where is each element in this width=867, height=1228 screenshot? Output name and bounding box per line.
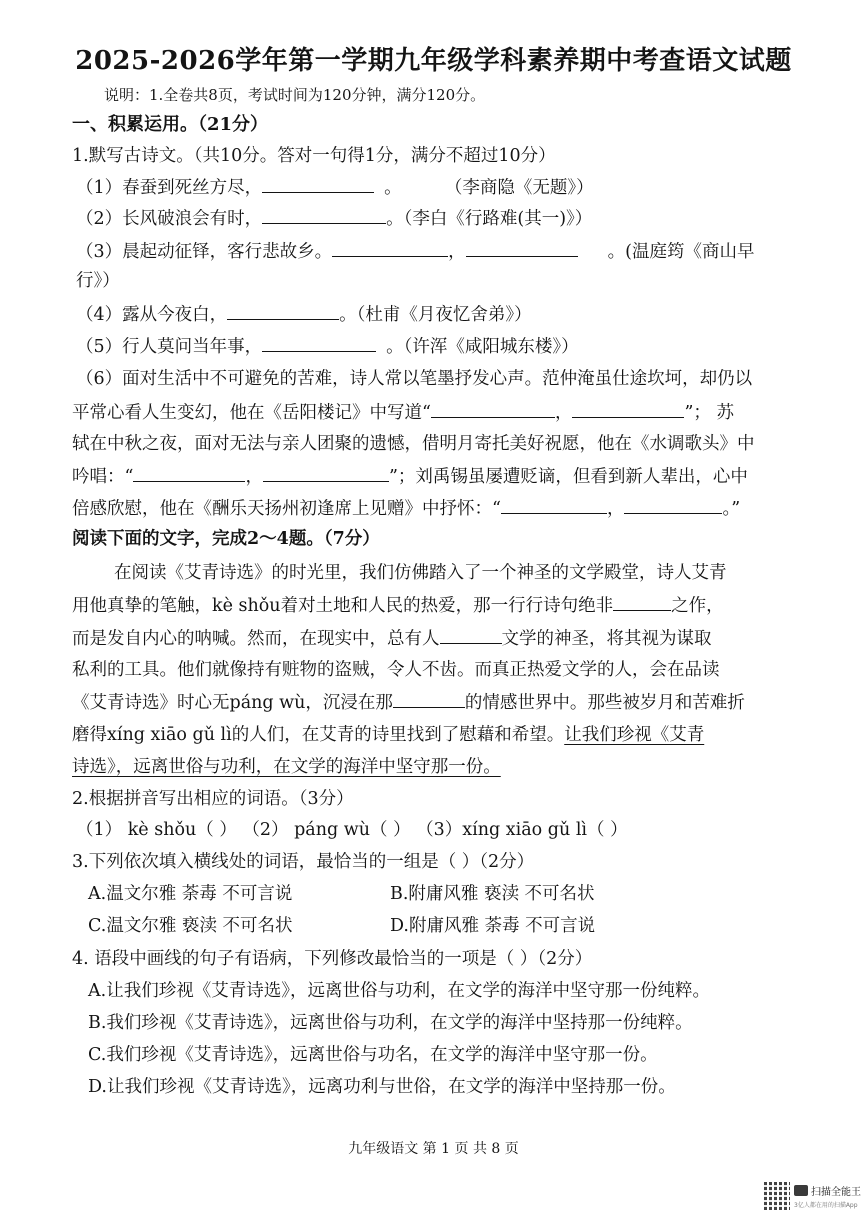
q1-item-6-line3: 轼在中秋之夜，面对无法与亲人团聚的遗憾，借明月寄托美好祝愿，他在《水调歌头》中 [72, 434, 755, 454]
passage-line-4: 私利的工具。他们就像持有赃物的盗贼，令人不齿。而真正热爱文学的人，会在品读 [72, 660, 720, 680]
passage-line-7-underlined: 诗选》，远离世俗与功利，在文学的海洋中坚守那一份。 [72, 757, 501, 777]
underlined-sentence: 让我们珍视《艾青 [564, 725, 705, 745]
q1-item-5: （5）行人莫问当年事， 。（许浑《咸阳城东楼》） [76, 337, 579, 357]
q1-item-3-cont: 行》） [76, 271, 120, 291]
q4-option-c: C.我们珍视《艾青诗选》，远离世俗与功名，在文学的海洋中坚守那一份。 [88, 1045, 658, 1065]
answer-blank[interactable] [227, 303, 339, 320]
answer-blank[interactable] [624, 497, 722, 514]
answer-blank[interactable] [431, 401, 555, 418]
answer-blank[interactable] [262, 335, 376, 352]
section-heading: 一、积累运用。（21分） [72, 114, 269, 135]
passage-line-6: 磨得xíng xiāo gǔ lì的人们，在艾青的诗里找到了慰藉和希望。让我们珍视《艾青 [72, 725, 705, 745]
answer-blank[interactable] [572, 401, 684, 418]
q3-option-a: A.温文尔雅 荼毒 不可言说 [88, 884, 293, 904]
q3-stem: 3.下列依次填入横线处的词语，最恰当的一组是（ ）（2分） [72, 852, 535, 872]
q3-option-c: C.温文尔雅 亵渎 不可名状 [88, 916, 293, 936]
passage-line-2: 用他真挚的笔触，kè shǒu着对土地和人民的热爱，那一行行诗句绝非 之作， [72, 596, 724, 616]
passage-line-1: 在阅读《艾青诗选》的时光里，我们仿佛踏入了一个神圣的文学殿堂，诗人艾青 [114, 563, 727, 583]
q3-option-d: D.附庸风雅 荼毒 不可言说 [390, 916, 596, 936]
scanner-watermark [764, 1182, 861, 1212]
passage-blank[interactable] [440, 627, 502, 644]
page-footer: 九年级语文 第 1 页 共 8 页 [348, 1141, 519, 1157]
answer-blank[interactable] [332, 240, 448, 257]
q1-item-6-line2: 平常心看人生变幻，他在《岳阳楼记》中写道“ ， ”； 苏 [72, 403, 734, 423]
passage-blank[interactable] [613, 594, 671, 611]
q1-item-2: （2）长风破浪会有时， 。（李白《行路难(其一)》） [76, 209, 593, 229]
reading-heading: 阅读下面的文字，完成2～4题。（7分） [72, 529, 380, 549]
q4-option-d: D.让我们珍视《艾青诗选》，远离功利与世俗，在文学的海洋中坚持那一份。 [88, 1077, 676, 1097]
exam-note: 说明：1.全卷共8页，考试时间为120分钟，满分120分。 [104, 86, 486, 104]
q2-stem: 2.根据拼音写出相应的词语。（3分） [72, 789, 354, 809]
page-title: 2025-2026学年第一学期九年级学科素养期中考查语文试题 [75, 46, 792, 76]
answer-blank[interactable] [133, 465, 245, 482]
answer-blank[interactable] [466, 240, 578, 257]
q4-option-b: B.我们珍视《艾青诗选》，远离世俗与功利，在文学的海洋中坚持那一份纯粹。 [88, 1013, 693, 1033]
answer-blank[interactable] [263, 465, 389, 482]
q1-item-6-line4: 吟唱：“ ， ”；刘禹锡虽屡遭贬谪，但看到新人辈出，心中 [72, 467, 748, 487]
answer-blank[interactable] [262, 207, 386, 224]
q1-item-4: （4）露从今夜白， 。（杜甫《月夜忆舍弟》） [76, 305, 532, 325]
q1-item-1: （1）春蚕到死丝方尽， 。 （李商隐《无题》） [76, 178, 594, 198]
answer-blank[interactable] [501, 497, 607, 514]
passage-line-3: 而是发自内心的呐喊。然而，在现实中，总有人 文学的神圣，将其视为谋取 [72, 629, 712, 649]
passage-line-5: 《艾青诗选》时心无páng wù，沉浸在那 的情感世界中。那些被岁月和苦难折 [72, 693, 745, 713]
scanner-logo-icon [794, 1185, 808, 1196]
q1-stem: 1.默写古诗文。（共10分。答对一句得1分，满分不超过10分） [72, 146, 556, 166]
q4-stem: 4. 语段中画线的句子有语病，下列修改最恰当的一项是（ ）（2分） [72, 949, 593, 969]
q2-options: （1） kè shǒu（ ） （2） páng wù（ ） （3）xíng xiāo gǔ lì（ ） [76, 820, 628, 840]
watermark-sub: 3亿人都在用的扫描App [794, 1202, 858, 1209]
q1-item-6-line1: （6）面对生活中不可避免的苦难，诗人常以笔墨抒发心声。范仲淹虽仕途坎坷，却仍以 [76, 369, 753, 389]
passage-blank[interactable] [393, 691, 465, 708]
q1-item-3: （3）晨起动征铎，客行悲故乡。 ， 。(温庭筠《商山早 [76, 242, 755, 262]
q3-option-b: B.附庸风雅 亵渎 不可名状 [390, 884, 595, 904]
q4-option-a: A.让我们珍视《艾青诗选》，远离世俗与功利，在文学的海洋中坚守那一份纯粹。 [88, 981, 710, 1001]
q1-item-6-line5: 倍感欣慰，他在《酬乐天扬州初逢席上见赠》中抒怀：“ ， 。” [72, 499, 741, 519]
watermark-brand: 扫描全能王 [811, 1187, 861, 1198]
answer-blank[interactable] [262, 176, 374, 193]
